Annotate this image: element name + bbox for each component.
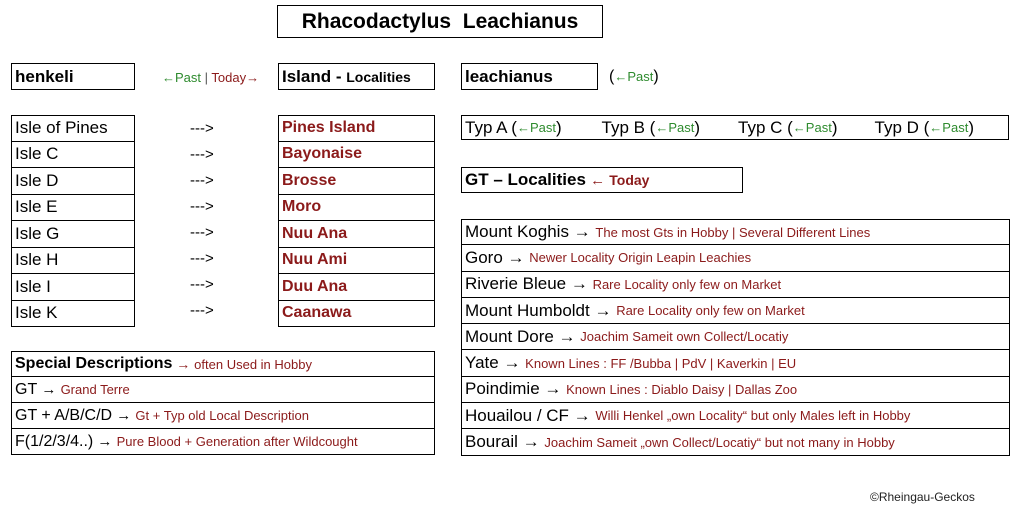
past-today-label: ←Past | Today→	[162, 70, 260, 85]
leachianus-past: (←Past)	[609, 68, 659, 85]
type-c-cell: Typ C ( ←Past )	[738, 117, 838, 137]
list-item: Nuu Ami	[278, 248, 435, 275]
list-item: Nuu Ana	[278, 221, 435, 248]
table-row: Mount Dore → Joachim Sameit own Collect/Locatiy	[461, 324, 1010, 350]
list-item: Caanawa	[278, 301, 435, 328]
table-row: Riverie Bleue → Rare Locality only few on Market	[461, 272, 1010, 298]
title-text: Rhacodactylus Leachianus	[301, 9, 579, 33]
table-row: GT + A/B/C/D → Gt + Typ old Local Description	[11, 403, 435, 429]
arrow-text: --->	[190, 145, 214, 163]
arrow-text: --->	[190, 223, 214, 241]
table-row: Houailou / CF → Willi Henkel „own Locality“ but only Males left in Hobby	[461, 403, 1010, 429]
arrow-text: --->	[190, 301, 214, 319]
past-label: ←Past	[162, 70, 202, 85]
arrow-text: --->	[190, 249, 214, 267]
list-item: Isle D	[11, 168, 135, 195]
list-item: Isle H	[11, 248, 135, 275]
list-item: Isle C	[11, 142, 135, 169]
list-item: Isle G	[11, 221, 135, 248]
table-row: F(1/2/3/4..) → Pure Blood + Generation after Wildcought	[11, 429, 435, 455]
table-row: Poindimie → Known Lines : Diablo Daisy | Dallas Zoo	[461, 377, 1010, 403]
table-row: Bourail → Joachim Sameit „own Collect/Locatiy“ but not many in Hobby	[461, 429, 1010, 455]
list-item: Pines Island	[278, 115, 435, 142]
table-row: GT → Grand Terre	[11, 377, 435, 403]
henkeli-header: henkeli	[11, 63, 135, 90]
list-item: Isle E	[11, 195, 135, 222]
table-row: Yate → Known Lines : FF /Bubba | PdV | Kaverkin | EU	[461, 350, 1010, 376]
today-label: Today→	[211, 70, 260, 85]
copyright-text: ©Rheingau-Geckos	[870, 490, 975, 504]
table-row: Mount Humboldt → Rare Locality only few on Market	[461, 298, 1010, 324]
arrow-text: --->	[190, 197, 214, 215]
list-item: Duu Ana	[278, 274, 435, 301]
new-island-list	[278, 115, 435, 327]
list-item: Isle I	[11, 274, 135, 301]
arrow-text: --->	[190, 171, 214, 189]
type-b-cell: Typ B ( ←Past )	[601, 117, 701, 137]
list-item: Brosse	[278, 168, 435, 195]
list-item: Moro	[278, 195, 435, 222]
table-row: Goro → Newer Locality Origin Leapin Leachies	[461, 245, 1010, 271]
leachianus-header: leachianus	[461, 63, 598, 90]
type-row	[461, 115, 1009, 140]
gt-localities-header: GT – Localities ← Today	[461, 167, 743, 193]
arrow-column	[190, 115, 250, 323]
island-localities-header: Island - Localities	[278, 63, 435, 90]
arrow-text: --->	[190, 119, 214, 137]
special-descriptions-table	[11, 351, 435, 455]
old-island-list	[11, 115, 135, 327]
gt-localities-table	[461, 219, 1010, 456]
type-d-cell: Typ D ( ←Past )	[874, 117, 974, 137]
page-title	[277, 5, 603, 38]
type-a-cell: Typ A ( ←Past )	[465, 117, 562, 137]
list-item: Isle K	[11, 301, 135, 328]
table-row: Mount Koghis → The most Gts in Hobby | Several Different Lines	[461, 219, 1010, 245]
special-header-row: Special Descriptions → often Used in Hobby	[11, 351, 435, 377]
arrow-text: --->	[190, 275, 214, 293]
list-item: Isle of Pines	[11, 115, 135, 142]
list-item: Bayonaise	[278, 142, 435, 169]
